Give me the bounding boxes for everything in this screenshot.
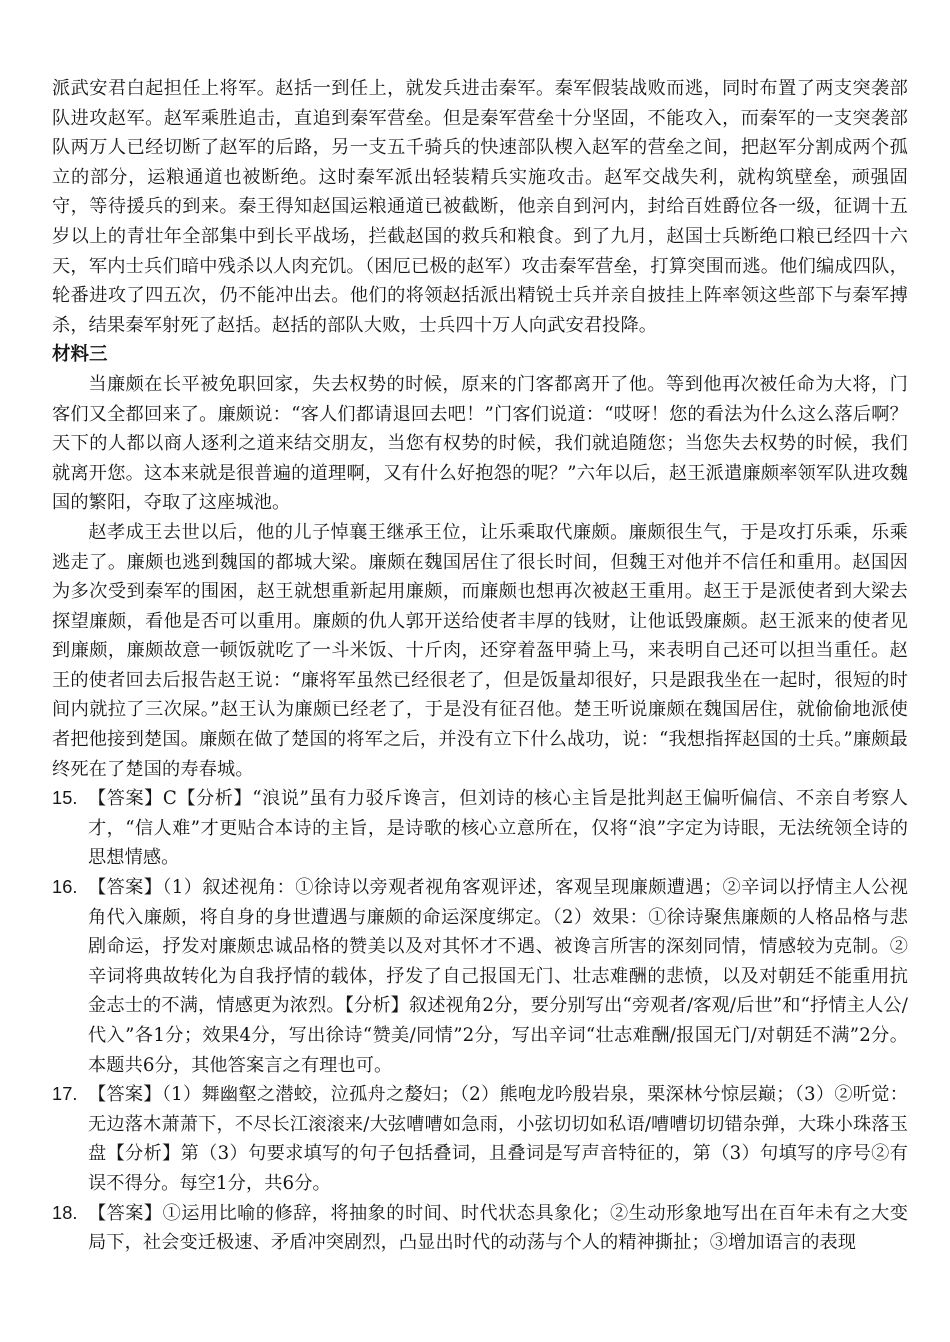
answer-text: 【答案】C【分析】“浪说”虽有力驳斥谗言，但刘诗的核心主旨是批判赵王偏听偏信、不亲自考察人才，“信人难”才更贴合本诗的主旨，是诗歌的核心立意所在，仅将“浪”字定为诗眼，无法统领全诗的思想情感。 (88, 788, 908, 869)
material-three-heading: 材料三 (52, 344, 108, 366)
answer-text: 【答案】（1）叙述视角：①徐诗以旁观者视角客观评述，客观呈现廉颇遭遇；②辛词以抒情主人公视角代入廉颇，将自身的身世遭遇与廉颇的命运深度绑定。（2）效果：①徐诗聚焦廉颇的人格品格与悲剧命运，抒发对廉颇忠诚品格的赞美以及对其怀才不遇、被谗言所害的深刻同情，情感较为克制。②辛词将典故转化为自我抒情的载体，抒发了自己报国无门、壮志难酬的悲愤，以及对朝廷不能重用抗金志士的不满，情感更为浓烈。【分析】叙述视角2分，要分别写出“旁观者/客观/后世”和“抒情主人公/代入”各1分；效果4分，写出徐诗“赞美/同情”2分，写出辛词“壮志难酬/报国无门/对朝廷不满”2分。本题共6分，其他答案言之有理也可。 (88, 877, 908, 1076)
answer-number: 15. (52, 788, 78, 809)
answer-text: 【答案】（1）舞幽壑之潜蛟，泣孤舟之嫠妇；（2）熊咆龙吟殷岩泉，栗深林兮惊层巅；（3）②听觉：无边落木萧萧下，不尽长江滚滚来/大弦嘈嘈如急雨，小弦切切如私语/嘈嘈切切错杂弹，大珠小珠落玉盘【分析】第（3）句要求填写的句子包括叠词，且叠词是写声音特征的，第（3）句填写的序号②有误不得分。每空1分，共6分。 (88, 1084, 908, 1194)
answer-text: 【答案】①运用比喻的修辞，将抽象的时间、时代状态具象化；②生动形象地写出在百年未有之大变局下，社会变迁极速、矛盾冲突剧烈，凸显出时代的动荡与个人的精神撕扯；③增加语言的表现 (88, 1202, 908, 1254)
answer-number: 18. (52, 1202, 78, 1223)
material-three-paragraph-1: 当廉颇在长平被免职回家，失去权势的时候，原来的门客都离开了他。等到他再次被任命为大将，门客们又全都回来了。廉颇说：“客人们都请退回去吧！”门客们说道：“哎呀！您的看法为什么这么落后啊？天下的人都以商人逐利之道来结交朋友，当您有权势的时候，我们就追随您；当您失去权势的时候，我们就离开您。这本来就是很普遍的道理啊，又有什么好抱怨的呢？”六年以后，赵王派遣廉颇率领军队进攻魏国的繁阳，夺取了这座城池。 (52, 373, 908, 514)
answer-item-16 (52, 873, 908, 1080)
document-page (52, 74, 908, 1258)
answer-item-18 (52, 1199, 908, 1258)
answer-item-15 (52, 784, 908, 873)
answer-number: 16. (52, 877, 78, 898)
material-two-continuation: 派武安君白起担任上将军。赵括一到任上，就发兵进击秦军。秦军假装战败而逃，同时布置了两支突袭部队进攻赵军。赵军乘胜追击，直追到秦军营垒。但是秦军营垒十分坚固，不能攻入，而秦军的一支突袭部队两万人已经切断了赵军的后路，另一支五千骑兵的快速部队楔入赵军的营垒之间，把赵军分割成两个孤立的部分，运粮通道也被断绝。这时秦军派出轻装精兵实施攻击。赵军交战失利，就构筑壁垒，顽强固守，等待援兵的到来。秦王得知赵国运粮通道已被截断，他亲自到河内，封给百姓爵位各一级，征调十五岁以上的青壮年全部集中到长平战场，拦截赵国的救兵和粮食。到了九月，赵国士兵断绝口粮已经四十六天，军内士兵们暗中残杀以人肉充饥。（困厄已极的赵军）攻击秦军营垒，打算突围而逃。他们编成四队，轮番进攻了四五次，仍不能冲出去。他们的将领赵括派出精锐士兵并亲自披挂上阵率领这些部下与秦军搏杀，结果秦军射死了赵括。赵括的部队大败，士兵四十万人向武安君投降。 (52, 78, 908, 336)
answer-number: 17. (52, 1084, 78, 1105)
answer-item-17 (52, 1080, 908, 1198)
material-three-paragraph-2: 赵孝成王去世以后，他的儿子悼襄王继承王位，让乐乘取代廉颇。廉颇很生气，于是攻打乐乘，乐乘逃走了。廉颇也逃到魏国的都城大梁。廉颇在魏国居住了很长时间，但魏王对他并不信任和重用。赵国因为多次受到秦军的围困，赵王就想重新起用廉颇，而廉颇也想再次被赵王重用。赵王于是派使者到大梁去探望廉颇，看他是否可以重用。廉颇的仇人郭开送给使者丰厚的钱财，让他诋毁廉颇。赵王派来的使者见到廉颇，廉颇故意一顿饭就吃了一斗米饭、十斤肉，还穿着盔甲骑上马，来表明自己还可以担当重任。赵王的使者回去后报告赵王说：“廉将军虽然已经很老了，但是饭量却很好，只是跟我坐在一起时，很短的时间内就拉了三次屎。”赵王认为廉颇已经老了，于是没有征召他。楚王听说廉颇在魏国居住，就偷偷地派使者把他接到楚国。廉颇在做了楚国的将军之后，并没有立下什么战功，说：“我想指挥赵国的士兵。”廉颇最终死在了楚国的寿春城。 (52, 521, 908, 780)
